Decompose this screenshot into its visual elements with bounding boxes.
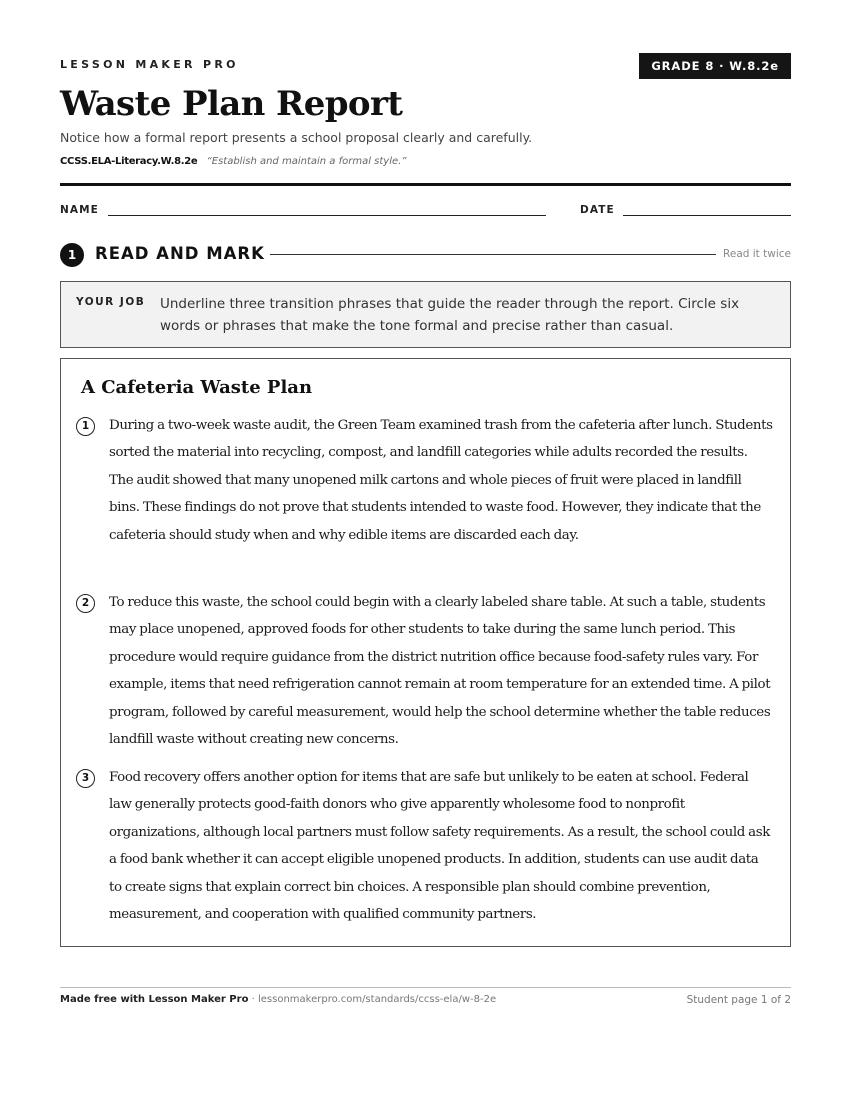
brand-name: LESSON MAKER PRO xyxy=(60,58,239,71)
paragraph-text: To reduce this waste, the school could begin with a clearly labeled share table. At such a table, students may place unopened, approved foods for other students to take during the same lunch period. This procedure would require guidance from the district nutrition office because food-safety rules vary. For example, items that need refrigeration cannot remain at room temperature for an extended time. A pilot program, followed by careful measurement, would help the school determine whether the table reduces landfill waste without creating new concerns. xyxy=(109,595,771,748)
passage-title: A Cafeteria Waste Plan xyxy=(81,377,313,398)
paragraph-text: Food recovery offers another option for items that are safe but unlikely to be eaten at school. Federal law generally protects good-faith donors who give apparently wholesome food to nonprofit organizations, although local partners must follow safety requirements. As a result, the school could ask a food bank whether it can accept eligible unopened products. In addition, students can use audit data to create signs that explain correct bin choices. A responsible plan should combine prevention, measurement, and cooperation with qualified community partners. xyxy=(109,770,770,923)
name-date-row xyxy=(60,204,791,220)
footer-made-with: Made free with Lesson Maker Pro xyxy=(60,994,249,1005)
instructions-text: Underline three transition phrases that guide the reader through the report. Circle six words or phrases that make the tone formal and precise rather than casual. xyxy=(160,296,740,334)
section-header xyxy=(60,242,791,266)
standard-quote: “Establish and maintain a formal style.” xyxy=(206,156,407,167)
paragraph-number: 3 xyxy=(76,769,95,788)
section-number: 1 xyxy=(60,243,84,267)
standard-line xyxy=(60,156,407,167)
standard-code: CCSS.ELA-Literacy.W.8.2e xyxy=(60,156,198,167)
header-divider xyxy=(60,183,791,186)
paragraph-number: 2 xyxy=(76,594,95,613)
grade-badge: GRADE 8 · W.8.2e xyxy=(639,53,791,79)
reading-passage xyxy=(60,358,791,947)
section-hint: Read it twice xyxy=(723,248,791,260)
name-field[interactable] xyxy=(108,215,546,216)
page-title: Waste Plan Report xyxy=(60,84,403,124)
footer-url[interactable]: · lessonmakerpro.com/standards/ccss-ela/w-8-2e xyxy=(248,994,497,1005)
date-field[interactable] xyxy=(623,215,791,216)
top-bar xyxy=(60,52,791,80)
date-label: DATE xyxy=(580,204,615,216)
page-indicator: Student page 1 of 2 xyxy=(686,994,791,1006)
footer-credit xyxy=(60,994,496,1005)
instructions-box xyxy=(60,281,791,348)
worksheet-page xyxy=(60,0,791,1100)
instructions-label: YOUR JOB xyxy=(76,296,146,308)
footer-divider xyxy=(60,987,791,988)
paragraph-number: 1 xyxy=(76,417,95,436)
section-title: READ AND MARK xyxy=(95,244,265,263)
paragraph-text: During a two-week waste audit, the Green Team examined trash from the cafeteria after lunch. Students sorted the material into recycling, compost, and landfill categories while adults recorded the results. The audit showed that many unopened milk cartons and whole pieces of fruit were placed in landfill bins. These findings do not prove that students intended to waste food. However, they indicate that the cafeteria should study when and why edible items are discarded each day. xyxy=(109,418,773,543)
section-rule xyxy=(270,254,716,255)
name-label: NAME xyxy=(60,204,99,216)
page-subtitle: Notice how a formal report presents a school proposal clearly and carefully. xyxy=(60,130,533,145)
